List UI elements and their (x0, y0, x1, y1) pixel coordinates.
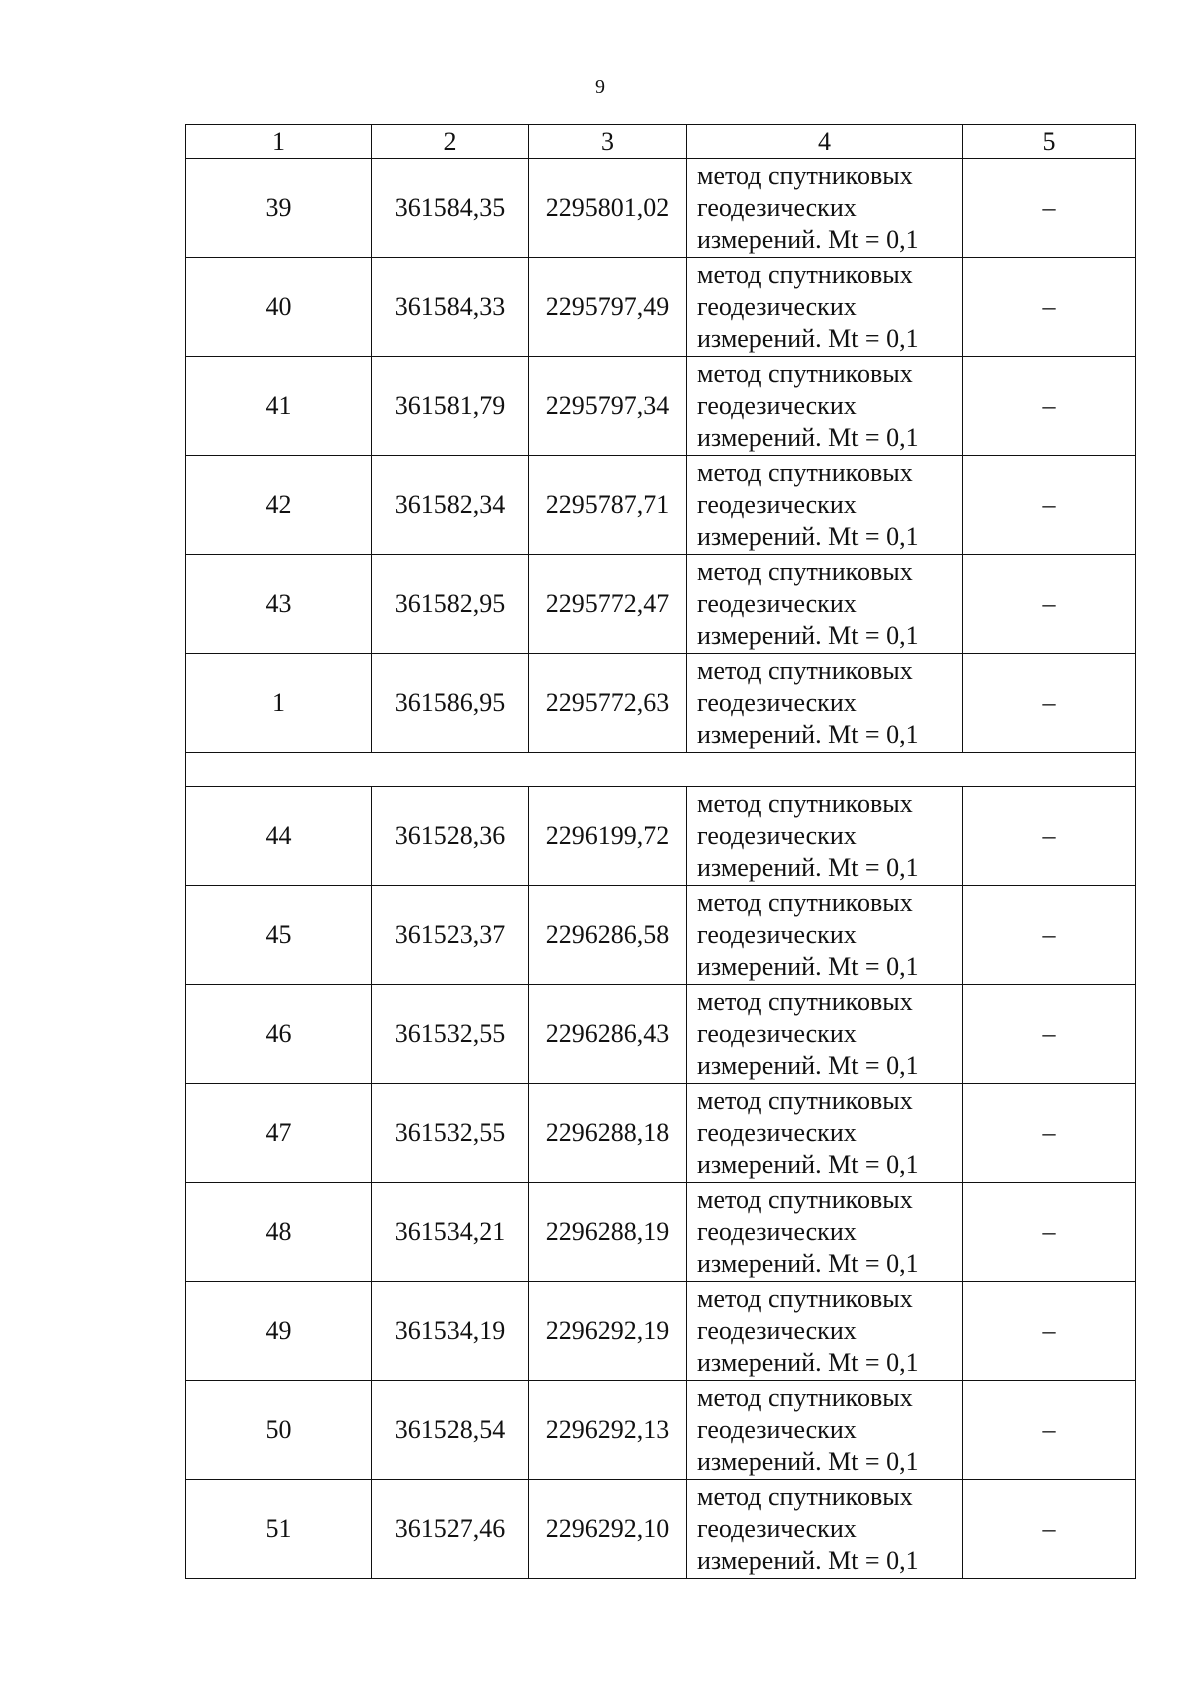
method-line: геодезических (697, 1019, 857, 1048)
coordinate-x-cell: 361582,34 (372, 456, 529, 555)
method-line: геодезических (697, 821, 857, 850)
note-cell: – (963, 985, 1136, 1084)
table-row (186, 654, 1136, 753)
coordinate-y-cell: 2296288,18 (529, 1084, 687, 1183)
column-header: 4 (687, 125, 963, 159)
method-cell (687, 1084, 963, 1183)
note-cell: – (963, 886, 1136, 985)
method-line: измерений. Mt = 0,1 (697, 423, 919, 452)
coordinate-x-cell: 361523,37 (372, 886, 529, 985)
point-number-cell: 40 (186, 258, 372, 357)
method-line: метод спутниковых (697, 1482, 913, 1511)
method-line: геодезических (697, 1415, 857, 1444)
method-line: измерений. Mt = 0,1 (697, 1546, 919, 1575)
method-line: геодезических (697, 1316, 857, 1345)
coordinate-x-cell: 361534,19 (372, 1282, 529, 1381)
note-cell: – (963, 787, 1136, 886)
note-cell: – (963, 1183, 1136, 1282)
method-line: метод спутниковых (697, 1185, 913, 1214)
coordinate-x-cell: 361584,33 (372, 258, 529, 357)
coordinate-x-cell: 361582,95 (372, 555, 529, 654)
method-cell (687, 787, 963, 886)
table-row (186, 1480, 1136, 1579)
point-number-cell: 49 (186, 1282, 372, 1381)
method-cell (687, 555, 963, 654)
method-cell (687, 1183, 963, 1282)
point-number-cell: 45 (186, 886, 372, 985)
method-line: измерений. Mt = 0,1 (697, 1150, 919, 1179)
coordinate-x-cell: 361586,95 (372, 654, 529, 753)
coordinate-y-cell: 2296292,10 (529, 1480, 687, 1579)
method-line: метод спутниковых (697, 458, 913, 487)
table-row (186, 886, 1136, 985)
method-line: геодезических (697, 292, 857, 321)
point-number-cell: 42 (186, 456, 372, 555)
method-line: измерений. Mt = 0,1 (697, 853, 919, 882)
note-cell: – (963, 1282, 1136, 1381)
point-number-cell: 1 (186, 654, 372, 753)
point-number-cell: 50 (186, 1381, 372, 1480)
method-line: метод спутниковых (697, 557, 913, 586)
method-cell (687, 357, 963, 456)
method-line: метод спутниковых (697, 260, 913, 289)
method-line: метод спутниковых (697, 987, 913, 1016)
coordinates-table (185, 124, 1136, 1579)
coordinate-y-cell: 2295797,49 (529, 258, 687, 357)
method-line: метод спутниковых (697, 359, 913, 388)
table-row (186, 357, 1136, 456)
column-header: 1 (186, 125, 372, 159)
page-number: 9 (595, 76, 605, 98)
coordinate-x-cell: 361534,21 (372, 1183, 529, 1282)
table-row (186, 258, 1136, 357)
method-cell (687, 1282, 963, 1381)
method-line: геодезических (697, 193, 857, 222)
point-number-cell: 44 (186, 787, 372, 886)
method-line: измерений. Mt = 0,1 (697, 1249, 919, 1278)
method-line: геодезических (697, 920, 857, 949)
note-cell: – (963, 258, 1136, 357)
method-cell (687, 1480, 963, 1579)
note-cell: – (963, 555, 1136, 654)
table-row (186, 985, 1136, 1084)
method-line: измерений. Mt = 0,1 (697, 522, 919, 551)
point-number-cell: 41 (186, 357, 372, 456)
coordinates-table-body (186, 125, 1136, 1579)
note-cell: – (963, 357, 1136, 456)
coordinate-x-cell: 361581,79 (372, 357, 529, 456)
column-header: 2 (372, 125, 529, 159)
method-line: измерений. Mt = 0,1 (697, 1447, 919, 1476)
coordinate-y-cell: 2296286,43 (529, 985, 687, 1084)
method-line: измерений. Mt = 0,1 (697, 1051, 919, 1080)
method-line: измерений. Mt = 0,1 (697, 952, 919, 981)
coordinate-x-cell: 361532,55 (372, 1084, 529, 1183)
method-line: метод спутниковых (697, 1383, 913, 1412)
coordinate-x-cell: 361528,36 (372, 787, 529, 886)
section-separator-row (186, 753, 1136, 787)
coordinate-x-cell: 361527,46 (372, 1480, 529, 1579)
coordinate-y-cell: 2296288,19 (529, 1183, 687, 1282)
coordinate-y-cell: 2295797,34 (529, 357, 687, 456)
method-line: геодезических (697, 490, 857, 519)
note-cell: – (963, 1381, 1136, 1480)
coordinate-y-cell: 2295787,71 (529, 456, 687, 555)
method-cell (687, 159, 963, 258)
method-line: измерений. Mt = 0,1 (697, 720, 919, 749)
method-line: метод спутниковых (697, 789, 913, 818)
note-cell: – (963, 1084, 1136, 1183)
table-row (186, 555, 1136, 654)
table-row (186, 1282, 1136, 1381)
table-row (186, 787, 1136, 886)
table-row (186, 1084, 1136, 1183)
coordinate-x-cell: 361584,35 (372, 159, 529, 258)
method-line: метод спутниковых (697, 1284, 913, 1313)
method-line: измерений. Mt = 0,1 (697, 324, 919, 353)
method-line: метод спутниковых (697, 888, 913, 917)
point-number-cell: 39 (186, 159, 372, 258)
table-row (186, 456, 1136, 555)
point-number-cell: 48 (186, 1183, 372, 1282)
method-cell (687, 985, 963, 1084)
coordinate-x-cell: 361528,54 (372, 1381, 529, 1480)
method-line: геодезических (697, 688, 857, 717)
section-separator-cell (186, 753, 1136, 787)
method-line: геодезических (697, 1217, 857, 1246)
method-line: метод спутниковых (697, 656, 913, 685)
coordinate-y-cell: 2295772,63 (529, 654, 687, 753)
coordinate-y-cell: 2295801,02 (529, 159, 687, 258)
table-row (186, 1381, 1136, 1480)
point-number-cell: 46 (186, 985, 372, 1084)
method-line: измерений. Mt = 0,1 (697, 225, 919, 254)
method-line: геодезических (697, 1118, 857, 1147)
table-row (186, 1183, 1136, 1282)
coordinate-y-cell: 2296286,58 (529, 886, 687, 985)
method-cell (687, 886, 963, 985)
coordinate-y-cell: 2296292,13 (529, 1381, 687, 1480)
method-line: геодезических (697, 589, 857, 618)
method-cell (687, 654, 963, 753)
table-header-row (186, 125, 1136, 159)
coordinate-x-cell: 361532,55 (372, 985, 529, 1084)
table-row (186, 159, 1136, 258)
coordinate-y-cell: 2296292,19 (529, 1282, 687, 1381)
note-cell: – (963, 654, 1136, 753)
method-line: измерений. Mt = 0,1 (697, 1348, 919, 1377)
note-cell: – (963, 159, 1136, 258)
note-cell: – (963, 456, 1136, 555)
method-line: измерений. Mt = 0,1 (697, 621, 919, 650)
method-line: геодезических (697, 391, 857, 420)
point-number-cell: 43 (186, 555, 372, 654)
method-cell (687, 1381, 963, 1480)
method-line: геодезических (697, 1514, 857, 1543)
method-cell (687, 456, 963, 555)
point-number-cell: 51 (186, 1480, 372, 1579)
coordinate-y-cell: 2296199,72 (529, 787, 687, 886)
method-line: метод спутниковых (697, 1086, 913, 1115)
method-line: метод спутниковых (697, 161, 913, 190)
method-cell (687, 258, 963, 357)
note-cell: – (963, 1480, 1136, 1579)
column-header: 3 (529, 125, 687, 159)
column-header: 5 (963, 125, 1136, 159)
point-number-cell: 47 (186, 1084, 372, 1183)
coordinate-y-cell: 2295772,47 (529, 555, 687, 654)
